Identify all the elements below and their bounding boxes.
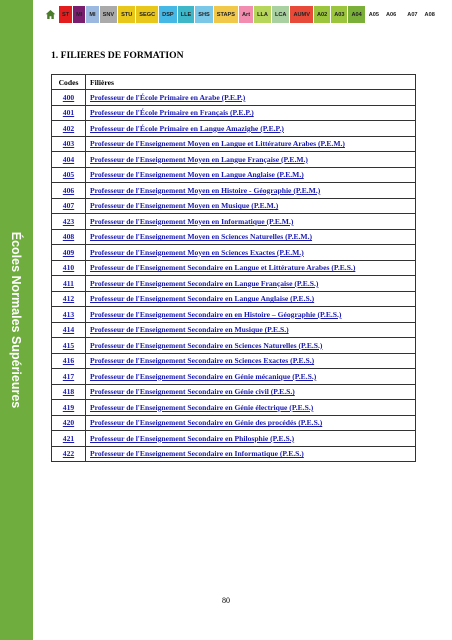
code-link[interactable]: 409 bbox=[62, 247, 75, 257]
code-link[interactable]: 406 bbox=[62, 185, 75, 195]
nav-tab-lle[interactable]: LLE bbox=[178, 6, 195, 23]
table-row bbox=[52, 400, 416, 416]
filiere-link[interactable]: Professeur de l'Enseignement Secondaire en Sciences Exactes (P.E.S.) bbox=[90, 356, 315, 366]
code-link[interactable]: 404 bbox=[62, 154, 75, 164]
code-cell bbox=[52, 322, 86, 338]
filiere-cell bbox=[86, 260, 416, 276]
column-header-codes: Codes bbox=[52, 75, 86, 90]
code-cell bbox=[52, 307, 86, 323]
code-link[interactable]: 401 bbox=[62, 108, 75, 118]
filiere-cell bbox=[86, 167, 416, 183]
table-row bbox=[52, 105, 416, 121]
table-row bbox=[52, 307, 416, 323]
code-link[interactable]: 412 bbox=[62, 294, 75, 304]
filiere-link[interactable]: Professeur de l'Enseignement Moyen en Langue Anglaise (P.E.M.) bbox=[90, 170, 304, 180]
code-cell bbox=[52, 229, 86, 245]
sidebar bbox=[0, 0, 33, 640]
filiere-link[interactable]: Professeur de l'Enseignement Secondaire en en Histoire – Géographie (P.E.S.) bbox=[90, 309, 342, 319]
filiere-cell bbox=[86, 431, 416, 447]
nav-tab-lla[interactable]: LLA bbox=[254, 6, 271, 23]
code-cell bbox=[52, 260, 86, 276]
filiere-cell bbox=[86, 369, 416, 385]
filiere-cell bbox=[86, 152, 416, 168]
nav-tab-dsp[interactable]: DSP bbox=[159, 6, 177, 23]
page-number: 80 bbox=[222, 596, 230, 605]
filiere-cell bbox=[86, 384, 416, 400]
code-cell bbox=[52, 384, 86, 400]
filiere-cell bbox=[86, 229, 416, 245]
table-row bbox=[52, 152, 416, 168]
code-link[interactable]: 421 bbox=[62, 433, 75, 443]
code-link[interactable]: 419 bbox=[62, 402, 75, 412]
code-link[interactable]: 411 bbox=[63, 278, 74, 288]
filiere-cell bbox=[86, 276, 416, 292]
code-link[interactable]: 420 bbox=[62, 418, 75, 428]
code-link[interactable]: 416 bbox=[62, 356, 75, 366]
filiere-cell bbox=[86, 400, 416, 416]
table-row bbox=[52, 245, 416, 261]
filiere-link[interactable]: Professeur de l'Enseignement Moyen en Musique (P.E.M.) bbox=[90, 201, 279, 211]
filiere-link[interactable]: Professeur de l'Enseignement Secondaire en Génie des procédés (P.E.S.) bbox=[90, 418, 323, 428]
filiere-cell bbox=[86, 353, 416, 369]
table-row bbox=[52, 384, 416, 400]
code-link[interactable]: 415 bbox=[62, 340, 75, 350]
filiere-cell bbox=[86, 214, 416, 230]
nav-tab-a06[interactable]: A06 bbox=[383, 6, 399, 23]
filiere-cell bbox=[86, 338, 416, 354]
table-row bbox=[52, 276, 416, 292]
filiere-link[interactable]: Professeur de l'Enseignement Secondaire en Philosphie (P.E.S.) bbox=[90, 433, 295, 443]
filiere-cell bbox=[86, 415, 416, 431]
table-row bbox=[52, 431, 416, 447]
nav-tab-mi[interactable]: MI bbox=[73, 6, 85, 23]
filiere-link[interactable]: Professeur de l'Enseignement Moyen en Histoire - Géographie (P.E.M.) bbox=[90, 185, 321, 195]
filiere-cell bbox=[86, 121, 416, 137]
filiere-link[interactable]: Professeur de l'Enseignement Moyen en Sciences Exactes (P.E.M.) bbox=[90, 247, 304, 257]
code-link[interactable]: 405 bbox=[62, 170, 75, 180]
nav-tab-staps[interactable]: STAPS bbox=[214, 6, 238, 23]
filiere-link[interactable]: Professeur de l'Enseignement Secondaire en Langue Anglaise (P.E.S.) bbox=[90, 294, 315, 304]
code-link[interactable]: 417 bbox=[62, 371, 75, 381]
column-header-filieres: Filières bbox=[86, 75, 416, 90]
table-row bbox=[52, 353, 416, 369]
nav-tab-a03[interactable]: A03 bbox=[331, 6, 347, 23]
code-cell bbox=[52, 167, 86, 183]
code-cell bbox=[52, 105, 86, 121]
nav-tab-art[interactable]: Art bbox=[239, 6, 253, 23]
code-cell bbox=[52, 90, 86, 106]
code-cell bbox=[52, 183, 86, 199]
filiere-link[interactable]: Professeur de l'Enseignement Secondaire en Sciences Naturelles (P.E.S.) bbox=[90, 340, 323, 350]
filiere-link[interactable]: Professeur de l'Enseignement Secondaire en Langue Française (P.E.S.) bbox=[90, 278, 319, 288]
home-icon[interactable] bbox=[44, 6, 57, 23]
filiere-link[interactable]: Professeur de l'Enseignement Secondaire en Informatique (P.E.S.) bbox=[90, 449, 304, 459]
code-cell bbox=[52, 353, 86, 369]
table-row bbox=[52, 260, 416, 276]
top-navigation bbox=[44, 6, 439, 23]
table-row bbox=[52, 369, 416, 385]
nav-tab-a07[interactable]: A07 bbox=[404, 6, 420, 23]
table-row bbox=[52, 214, 416, 230]
table-row bbox=[52, 136, 416, 152]
code-cell bbox=[52, 136, 86, 152]
nav-tab-lca[interactable]: LCA bbox=[272, 6, 290, 23]
code-cell bbox=[52, 431, 86, 447]
filiere-link[interactable]: Professeur de l'Enseignement Moyen en Informatique (P.E.M.) bbox=[90, 216, 294, 226]
code-link[interactable]: 403 bbox=[62, 139, 75, 149]
section-heading: 1. FILIERES DE FORMATION bbox=[51, 50, 184, 61]
code-link[interactable]: 413 bbox=[62, 309, 75, 319]
nav-tab-mi[interactable]: MI bbox=[86, 6, 98, 23]
filiere-link[interactable]: Professeur de l'École Primaire en Langue Amazighe (P.E.P.) bbox=[90, 123, 284, 133]
nav-tab-snv[interactable]: SNV bbox=[100, 6, 118, 23]
nav-tab-a04[interactable]: A04 bbox=[348, 6, 364, 23]
filiere-link[interactable]: Professeur de l'Enseignement Moyen en Langue Française (P.E.M.) bbox=[90, 154, 308, 164]
nav-tab-segc[interactable]: SEGC bbox=[136, 6, 158, 23]
code-cell bbox=[52, 198, 86, 214]
filieres-table bbox=[51, 74, 416, 462]
filiere-link[interactable]: Professeur de l'École Primaire en Arabe (P.E.P.) bbox=[90, 92, 246, 102]
table-row bbox=[52, 198, 416, 214]
sidebar-label: Écoles Normales Supérieures bbox=[9, 231, 23, 409]
filiere-link[interactable]: Professeur de l'Enseignement Moyen en Langue et Littérature Arabes (P.E.M.) bbox=[90, 139, 345, 149]
table-row bbox=[52, 291, 416, 307]
table-row bbox=[52, 322, 416, 338]
code-link[interactable]: 410 bbox=[62, 263, 75, 273]
filiere-cell bbox=[86, 136, 416, 152]
code-link[interactable]: 402 bbox=[62, 123, 75, 133]
nav-tab-shs[interactable]: SHS bbox=[195, 6, 213, 23]
filiere-cell bbox=[86, 183, 416, 199]
code-cell bbox=[52, 415, 86, 431]
table-row bbox=[52, 183, 416, 199]
code-link[interactable]: 423 bbox=[62, 216, 75, 226]
table-row bbox=[52, 338, 416, 354]
filiere-cell bbox=[86, 245, 416, 261]
code-cell bbox=[52, 276, 86, 292]
filiere-cell bbox=[86, 307, 416, 323]
nav-tab-aumv[interactable]: AUMV bbox=[290, 6, 312, 23]
code-link[interactable]: 418 bbox=[62, 387, 75, 397]
code-link[interactable]: 400 bbox=[62, 92, 75, 102]
table-row bbox=[52, 121, 416, 137]
filiere-cell bbox=[86, 291, 416, 307]
code-cell bbox=[52, 245, 86, 261]
code-link[interactable]: 422 bbox=[62, 449, 75, 459]
nav-tab-a02[interactable]: A02 bbox=[314, 6, 330, 23]
code-link[interactable]: 407 bbox=[62, 201, 75, 211]
table-row bbox=[52, 415, 416, 431]
code-cell bbox=[52, 446, 86, 462]
table-row bbox=[52, 229, 416, 245]
filiere-link[interactable]: Professeur de l'Enseignement Secondaire en Génie civil (P.E.S.) bbox=[90, 387, 295, 397]
filiere-cell bbox=[86, 90, 416, 106]
filiere-link[interactable]: Professeur de l'École Primaire en Français (P.E.P.) bbox=[90, 108, 254, 118]
nav-tab-a08[interactable]: A08 bbox=[422, 6, 438, 23]
filiere-cell bbox=[86, 198, 416, 214]
filiere-link[interactable]: Professeur de l'Enseignement Secondaire en Génie électrique (P.E.S.) bbox=[90, 402, 314, 412]
filiere-link[interactable]: Professeur de l'Enseignement Secondaire en Génie mécanique (P.E.S.) bbox=[90, 371, 317, 381]
filiere-cell bbox=[86, 446, 416, 462]
filiere-link[interactable]: Professeur de l'Enseignement Moyen en Sciences Naturelles (P.E.M.) bbox=[90, 232, 313, 242]
code-cell bbox=[52, 121, 86, 137]
filiere-link[interactable]: Professeur de l'Enseignement Secondaire en Langue et Littérature Arabes (P.E.S.) bbox=[90, 263, 356, 273]
table-row bbox=[52, 167, 416, 183]
nav-tab-st[interactable]: ST bbox=[59, 6, 72, 23]
nav-tab-a05[interactable]: A05 bbox=[366, 6, 382, 23]
code-link[interactable]: 414 bbox=[62, 325, 75, 335]
nav-tab-stu[interactable]: STU bbox=[118, 6, 135, 23]
code-cell bbox=[52, 400, 86, 416]
filiere-cell bbox=[86, 322, 416, 338]
filiere-link[interactable]: Professeur de l'Enseignement Secondaire en Musique (P.E.S.) bbox=[90, 325, 289, 335]
table-row bbox=[52, 90, 416, 106]
code-cell bbox=[52, 369, 86, 385]
code-cell bbox=[52, 152, 86, 168]
code-cell bbox=[52, 291, 86, 307]
code-cell bbox=[52, 214, 86, 230]
code-cell bbox=[52, 338, 86, 354]
code-link[interactable]: 408 bbox=[62, 232, 75, 242]
table-header-row bbox=[52, 75, 416, 90]
filiere-cell bbox=[86, 105, 416, 121]
table-row bbox=[52, 446, 416, 462]
